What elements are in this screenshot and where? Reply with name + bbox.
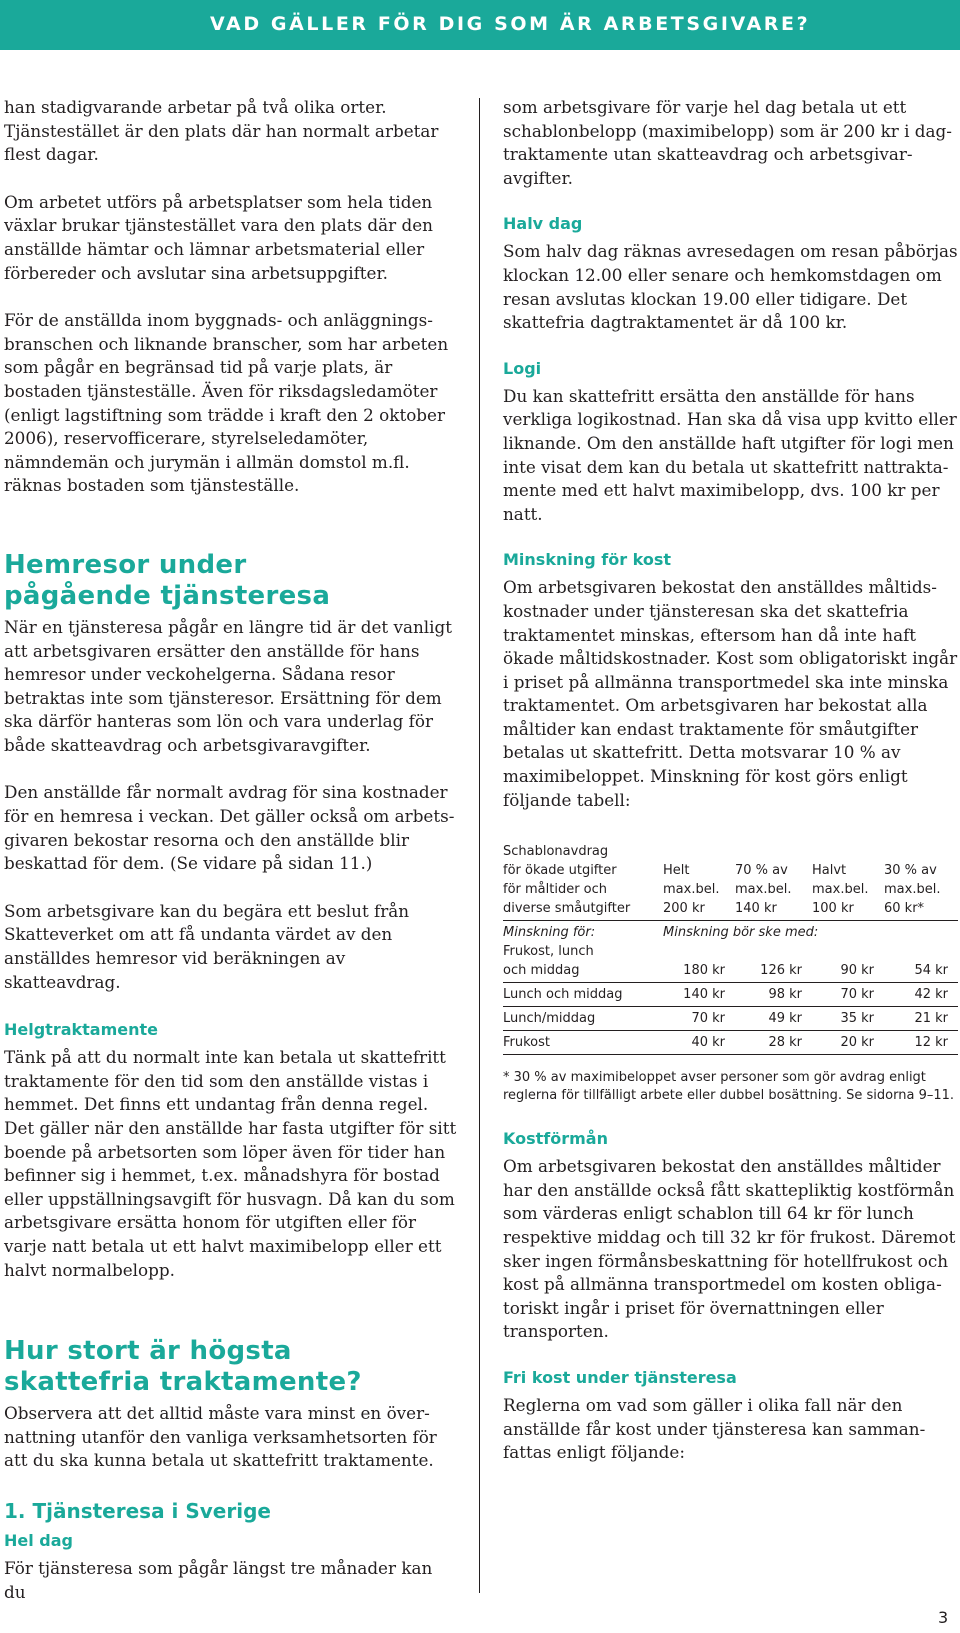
table-cell: Frukost, lunch — [503, 944, 594, 960]
table-footnote: * 30 % av maximibeloppet avser personer som gör avdrag enligt reglerna för tillfälligt arbete eller dubbel bosättning. Se sidorna 9–11. — [503, 1070, 955, 1104]
table-cell: 21 kr — [914, 1011, 948, 1027]
table-cell: Halvt — [812, 863, 847, 879]
table-cell: 70 % av — [735, 863, 788, 879]
paragraph: han stadigvarande arbetar på två olika orter. Tjänstestället är den plats där han normalt arbetar flest dagar. — [4, 97, 439, 165]
table-cell: 180 kr — [683, 963, 725, 979]
table-cell: 60 kr* — [884, 901, 925, 917]
table-rule — [503, 1030, 958, 1031]
table-cell: max.bel. — [663, 882, 720, 898]
column-divider — [479, 98, 480, 1593]
table-header-row — [503, 861, 958, 880]
table-header-row — [503, 880, 958, 899]
table-cell: 54 kr — [914, 963, 948, 979]
heading-hel-dag: Hel dag — [4, 1530, 73, 1550]
paragraph: Om arbetsgivaren bekostat den anställdes måltidskostnader under tjänsteresan ska det skattefria traktamentet minskas, eftersom han då inte haft ökade måltidskostnader. Kost som obligatoriskt ingår i priset på allmänna transportmedel ska inte minska traktamentet. Om arbetsgivaren har bekostat alla måltider kan endast traktamente för småutgifter betalas ut skattefritt. Detta motsvarar 10 % av maximibeloppet. Minskning för kost görs enligt följande tabell: — [503, 577, 958, 810]
table-cell: max.bel. — [735, 882, 792, 898]
table-cell: 40 kr — [691, 1035, 725, 1051]
table-cell: 12 kr — [914, 1035, 948, 1051]
table-cell: 90 kr — [840, 963, 874, 979]
heading-helgtraktamente: Helgtraktamente — [4, 1020, 159, 1040]
table-cell: 126 kr — [760, 963, 802, 979]
table-cell: Lunch/middag — [503, 1011, 596, 1027]
table-header-row — [503, 899, 958, 918]
table-cell: för måltider och — [503, 882, 608, 898]
table-cell: 70 kr — [840, 987, 874, 1003]
paragraph: som arbetsgivare för varje hel dag betala ut ett schablonbelopp (maximibelopp) som är 200 kr i dagtraktamente utan skatteavdrag och arbetsgivaravgifter. — [503, 97, 952, 188]
table-cell: Lunch och middag — [503, 987, 623, 1003]
heading-tjansteresa-sverige: 1. Tjänsteresa i Sverige — [4, 1498, 271, 1523]
paragraph: Om arbetsgivaren bekostat den anställdes måltider har den anställde också fått skattepliktig kostförmån som värderas enligt schablon till 64 kr för lunch respektive middag och till 32 kr för frukost. Däremot sker ingen förmånsbeskattning för hotellfrukost och kost på allmänna transportmedel om kosten obligatoriskt ingår i priset för övernattningen eller transporten. — [503, 1156, 956, 1342]
paragraph: Om arbetet utförs på arbetsplatser som hela tiden växlar brukar tjänstestället vara den plats där den anställde hämtar och lämnar arbetsmaterial eller förbereder och avslutar sina arbetsuppgifter. — [4, 191, 433, 283]
table-header-row — [503, 842, 958, 861]
heading-halv-dag: Halv dag — [503, 214, 583, 234]
table-rule — [503, 982, 958, 983]
table-cell: 200 kr — [663, 901, 705, 917]
table-cell: Minskning bör ske med: — [663, 925, 819, 941]
table-row — [503, 1033, 958, 1052]
table-row — [503, 1009, 958, 1028]
table-cell: max.bel. — [812, 882, 869, 898]
table-cell: 28 kr — [768, 1035, 802, 1051]
heading-fri-kost: Fri kost under tjänsteresa — [503, 1368, 737, 1387]
table-cell: Schablonavdrag — [503, 844, 609, 860]
table-cell: 49 kr — [768, 1011, 802, 1027]
table-cell: 100 kr — [812, 901, 854, 917]
paragraph: Du kan skattefritt ersätta den anställde för hans verkliga logikostnad. Han ska då visa upp kvitto eller liknande. Om den anställde haft utgifter för logi men inte visat dem kan du betala ut skattefritt nattraktamente med ett halvt maximibelopp, dvs. 100 kr per natt. — [503, 385, 957, 524]
heading-logi: Logi — [503, 358, 542, 378]
paragraph: Reglerna om vad som gäller i olika fall när den anställde får kost under tjänsteresa kan sammanfattas enligt följande: — [503, 1395, 926, 1463]
table-cell: diverse småutgifter — [503, 901, 631, 917]
table-rule — [503, 1006, 958, 1007]
paragraph: Tänk på att du normalt inte kan betala ut skattefritt traktamente för den tid som den anställde vistas i hemmet. Det finns ett undantag från denna regel. Det gäller när den anställde har fasta utgifter för sitt boende på arbetsorten som löper även för tider han befinner sig i hemmet, t.ex. månadshyra för bostad eller uppställningsavgift för husvagn. Då kan du som arbetsgivare ersätta honom för utgiften eller för varje natt betala ut ett halvt maximibelopp eller ett halvt normalbelopp. — [4, 1047, 457, 1280]
heading-hur-stort: Hur stort är högsta skattefria traktamente? — [4, 1336, 362, 1398]
paragraph: När en tjänsteresa pågår en längre tid är det vanligt att arbetsgivaren ersätter den anställde för hans hemresor under veckohelgerna. Sådana resor betraktas inte som tjänsteresor. Ersättning för dem ska därför hanteras som lön och vara underlag för både skatteavdrag och arbetsgivaravgifter. — [4, 616, 453, 755]
table-cell: för ökade utgifter — [503, 863, 617, 879]
paragraph: Den anställde får normalt avdrag för sina kostnader för en hemresa i veckan. Det gäller också om arbetsgivaren bekostar resorna och den anställde blir beskattad för dem. (Se vidare på sidan 11.) — [4, 782, 455, 874]
table-cell: 42 kr — [914, 987, 948, 1003]
header-banner — [0, 0, 960, 50]
paragraph: Som halv dag räknas avresedagen om resan påbörjas klockan 12.00 eller senare och hemkomstdagen om resan avslutas klockan 19.00 eller tidigare. Det skattefria dagtraktamentet är då 100 kr. — [503, 241, 958, 333]
table-cell: 140 kr — [683, 987, 725, 1003]
left-column — [4, 96, 458, 1628]
table-row — [503, 985, 958, 1004]
table-rule — [503, 1054, 958, 1055]
paragraph: Observera att det alltid måste vara minst en övernattning utanför den vanliga verksamhetsorten för att du ska kunna betala ut skattefritt traktamente. — [4, 1403, 437, 1471]
table-cell: 98 kr — [768, 987, 802, 1003]
table-cell: Helt — [663, 863, 690, 879]
heading-minskning-kost: Minskning för kost — [503, 550, 672, 570]
table-cell: 20 kr — [840, 1035, 874, 1051]
table-cell: 70 kr — [691, 1011, 725, 1027]
paragraph: För de anställda inom byggnads- och anläggningsbranschen och liknande branscher, som har arbeten som pågår en begränsad tid på varje plats, är bostaden tjänsteställe. Även för riksdagsledamöter (enligt lagstiftning som trädde i kraft den 2 oktober 2006), reservofficerare, styrelseledamöter, nämndemän och jurymän i allmän domstol m.fl. räknas bostaden som tjänsteställe. — [4, 310, 449, 496]
paragraph: För tjänsteresa som pågår längst tre månader kan du — [4, 1557, 433, 1602]
table-cell: 140 kr — [735, 901, 777, 917]
table-row — [503, 942, 958, 961]
header-title: VAD GÄLLER FÖR DIG SOM ÄR ARBETSGIVARE? — [210, 13, 811, 35]
paragraph: Som arbetsgivare kan du begära ett beslut från Skatteverket om att få undanta värdet av den anställdes hemresor vid beräkningen av skatteavdrag. — [4, 900, 410, 992]
table-cell: 35 kr — [840, 1011, 874, 1027]
table-cell: Minskning för: — [503, 925, 596, 941]
heading-hemresor: Hemresor under pågående tjänsteresa — [4, 549, 331, 611]
right-column — [503, 96, 958, 1489]
table-rule — [503, 920, 958, 921]
heading-kostforman: Kostförmån — [503, 1129, 608, 1149]
page-number: 3 — [938, 1608, 949, 1627]
table-cell: Frukost — [503, 1035, 551, 1051]
table-cell: och middag — [503, 963, 580, 979]
table-row — [503, 961, 958, 980]
table-cell: max.bel. — [884, 882, 941, 898]
table-cell: 30 % av — [884, 863, 937, 879]
table-subheader-row — [503, 923, 958, 942]
kost-table — [503, 842, 958, 1055]
